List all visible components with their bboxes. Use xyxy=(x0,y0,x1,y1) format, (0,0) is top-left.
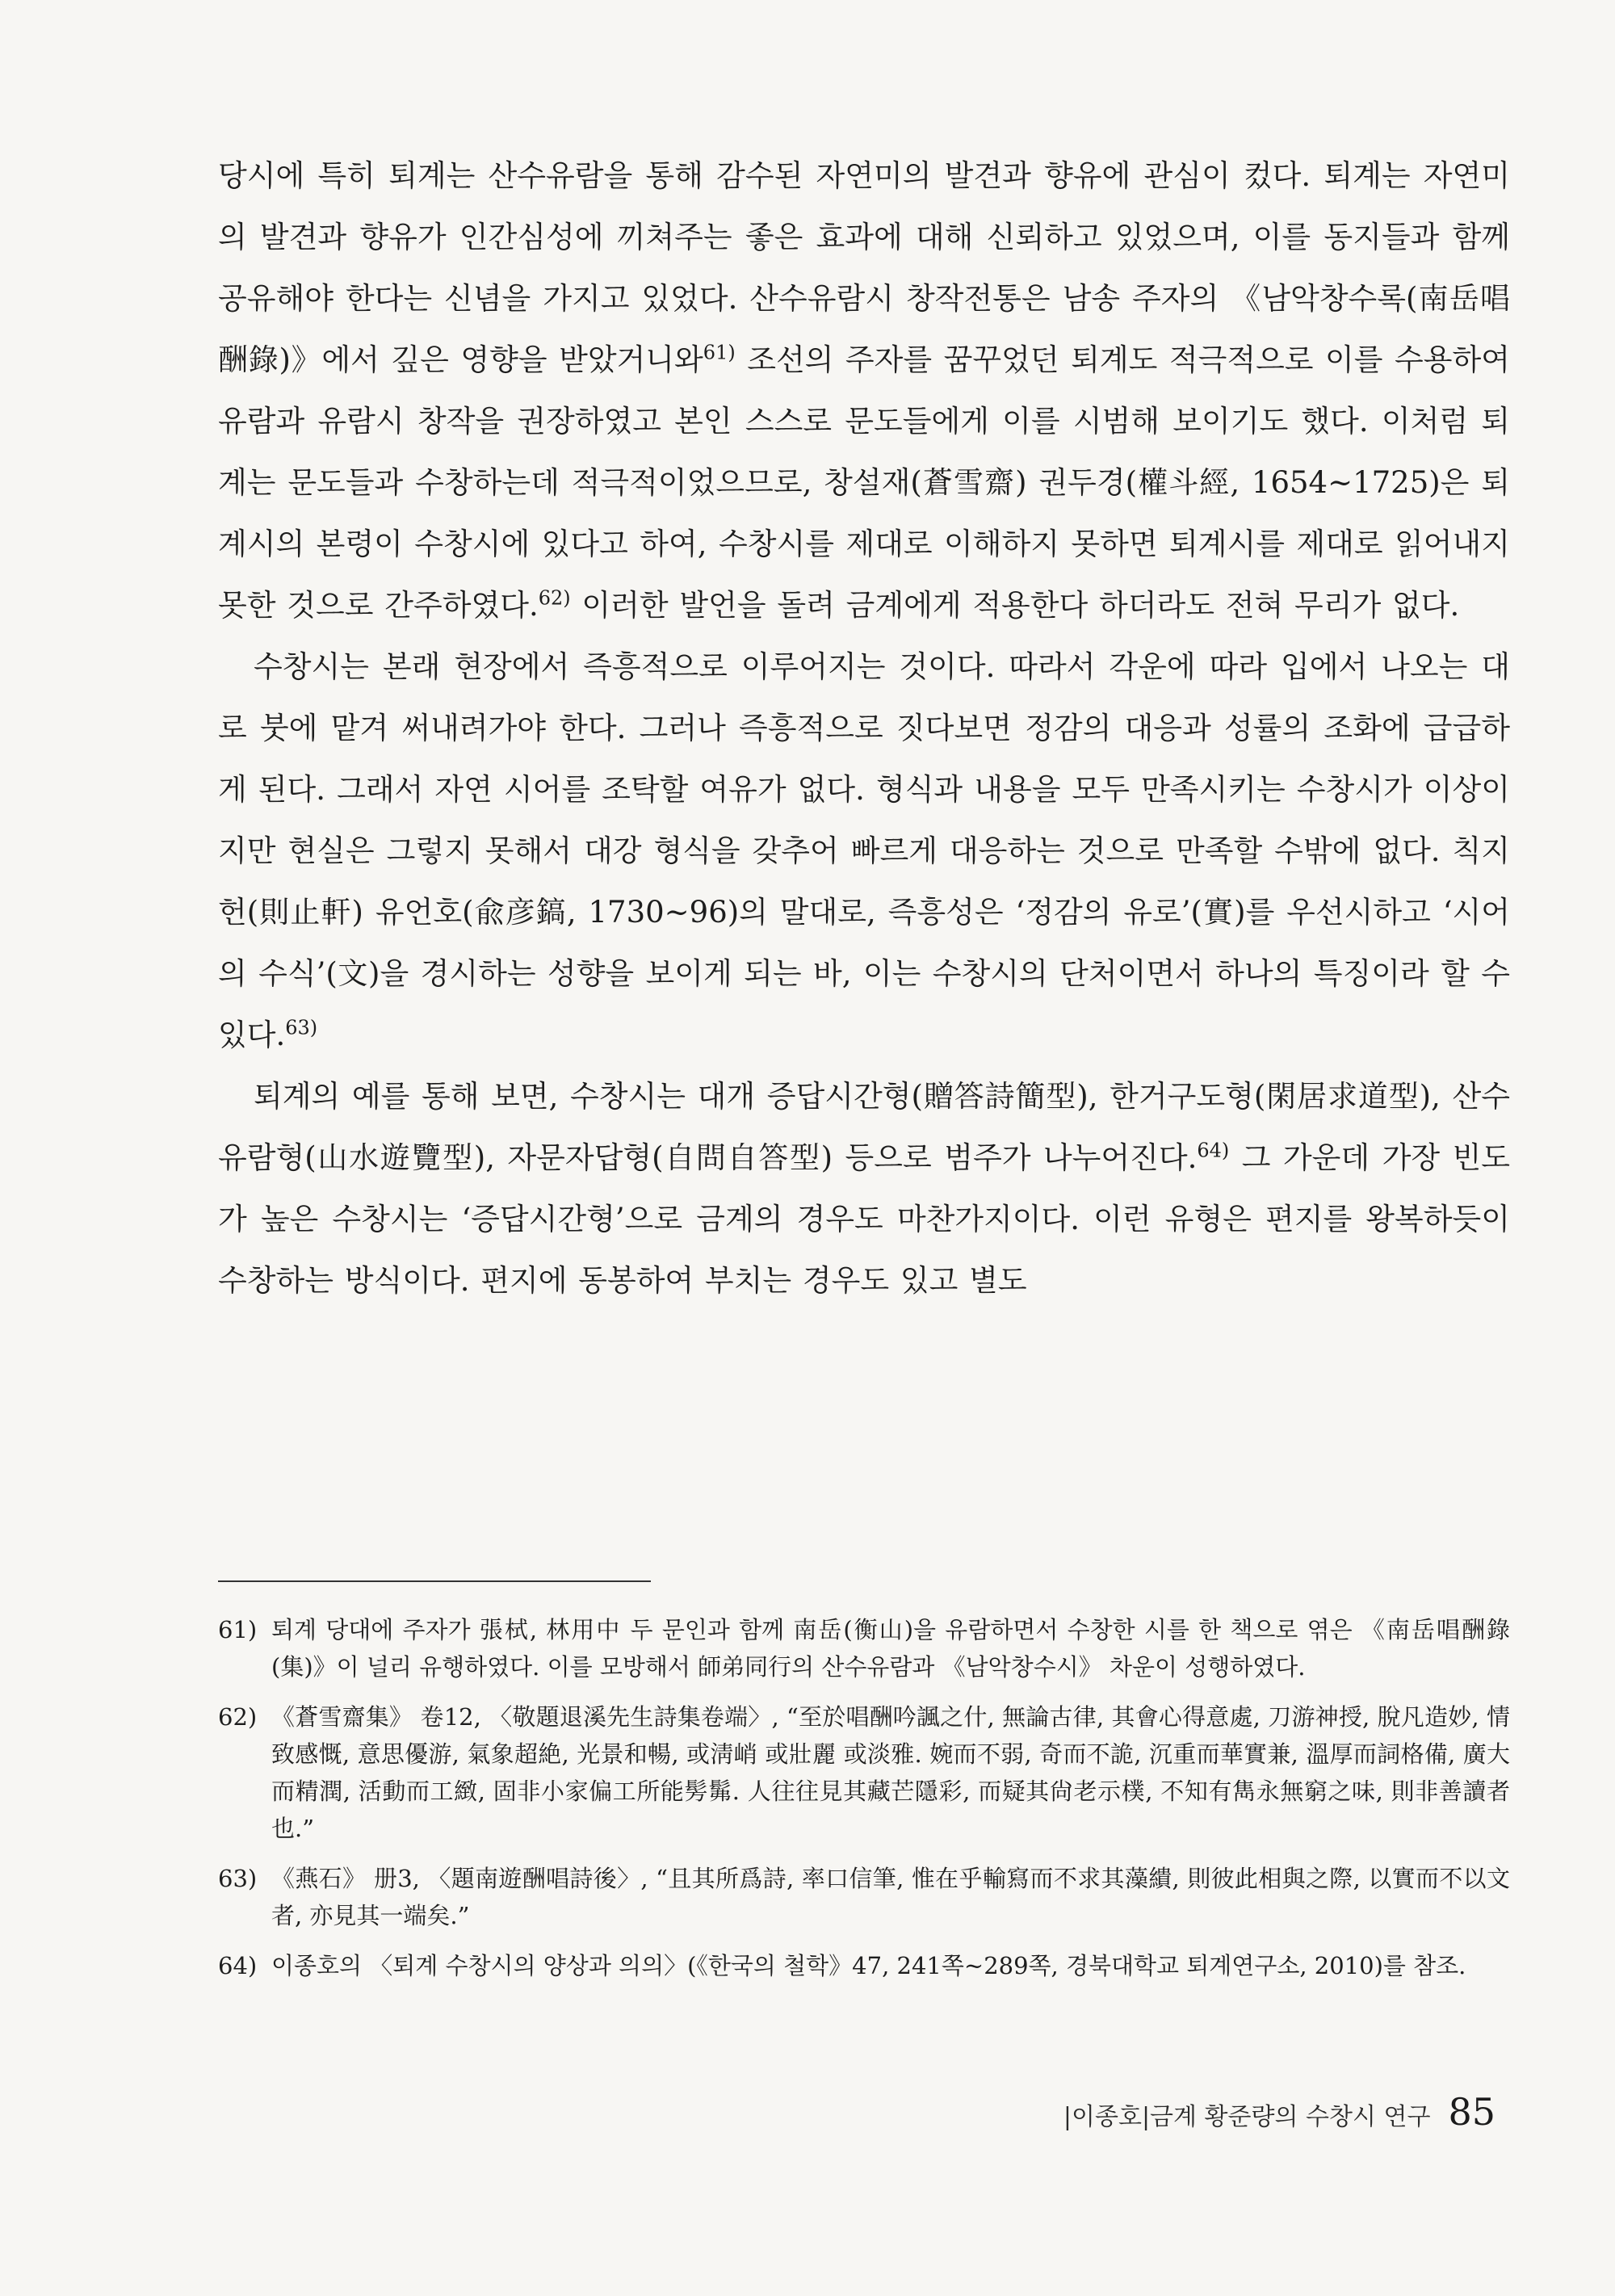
footnote-ref-62: 62) xyxy=(538,586,571,610)
footnote-divider xyxy=(218,1580,651,1582)
paragraph-text: 수창시는 본래 현장에서 즉흥적으로 이루어지는 것이다. 따라서 각운에 따라 입에서 나오는 대로 붓에 맡겨 써내려가야 한다. 그러나 즉흥적으로 짓다보면 정감의 대응과 성률의 조화에 급급하게 된다. 그래서 자연 시어를 조탁할 여유가 없다. 형식과 내용을 모두 만족시키는 수창시가 이상이지만 현실은 그렇지 못해서 대강 형식을 갖추어 빠르게 대응하는 것으로 만족할 수밖에 없다. 칙지헌(則止軒) 유언호(兪彦鎬, 1730~96)의 말대로, 즉흥성은 ‘정감의 유로’(實)를 우선시하고 ‘시어의 수식’(文)을 경시하는 성향을 보이게 되는 바, 이는 수창시의 단처이면서 하나의 특징이라 할 수 있다. xyxy=(218,649,1510,1052)
body-text xyxy=(218,145,1510,1312)
footnote-ref-63: 63) xyxy=(285,1016,318,1039)
footnote-63 xyxy=(218,1860,1510,1934)
running-footer xyxy=(1063,2090,1495,2134)
paragraph-text: 이러한 발언을 돌려 금계에게 적용한다 하더라도 전혀 무리가 없다. xyxy=(570,588,1460,623)
paragraph-3 xyxy=(218,1066,1510,1312)
footnote-64 xyxy=(218,1947,1510,1984)
footnote-text: 《蒼雪齋集》 卷12, 〈敬題退溪先生詩集卷端〉, “至於唱酬吟諷之什, 無論古律, 其會心得意處, 刀游神授, 脫凡造妙, 情致感慨, 意思優游, 氣象超絶, 光景和暢, 或淸峭 或壯麗 或淡雅. 婉而不弱, 奇而不詭, 沉重而華實兼, 溫厚而詞格備, 廣大而精潤, 活動而工緻, 固非小家偏工所能髣髴. 人往往見其藏芒隱彩, 而疑其尙老示樸, 不知有雋永無窮之味, 則非善讀者也.” xyxy=(271,1703,1510,1842)
paragraph-text: 그 가운데 가장 빈도가 높은 수창시는 ‘증답시간형’으로 금계의 경우도 마찬가지이다. 이런 유형은 편지를 왕복하듯이 수창하는 방식이다. 편지에 동봉하여 부치는 경우도 있고 별도 xyxy=(218,1140,1511,1298)
page-number: 85 xyxy=(1448,2090,1495,2134)
paragraph-1 xyxy=(218,145,1510,636)
footnote-number: 62) xyxy=(218,1703,258,1731)
footnote-number: 64) xyxy=(218,1952,258,1979)
footnote-text: 퇴계 당대에 주자가 張栻, 林用中 두 문인과 함께 南岳(衡山)을 유람하면서 수창한 시를 한 책으로 엮은 《南岳唱酬錄(集)》이 널리 유행하였다. 이를 모방해서 師弟同行의 산수유람과 《남악창수시》 차운이 성행하였다. xyxy=(271,1616,1510,1681)
paragraph-text: 퇴계의 예를 통해 보면, 수창시는 대개 증답시간형(贈答詩簡型), 한거구도형(閑居求道型), 산수유람형(山水遊覽型), 자문자답형(自問自答型) 등으로 범주가 나누어진다. xyxy=(218,1079,1510,1175)
footnote-61 xyxy=(218,1611,1510,1685)
footnote-number: 61) xyxy=(218,1616,258,1643)
footnote-ref-64: 64) xyxy=(1197,1139,1230,1162)
footnote-text: 이종호의 〈퇴계 수창시의 양상과 의의〉(《한국의 철학》47, 241쪽~289쪽, 경북대학교 퇴계연구소, 2010)를 참조. xyxy=(271,1952,1466,1979)
footnote-62 xyxy=(218,1698,1510,1847)
footnotes xyxy=(218,1611,1510,1997)
paragraph-text: 조선의 주자를 꿈꾸었던 퇴계도 적극적으로 이를 수용하여 유람과 유람시 창작을 권장하였고 본인 스스로 문도들에게 이를 시범해 보이기도 했다. 이처럼 퇴계는 문도들과 수창하는데 적극적이었으므로, 창설재(蒼雪齋) 권두경(權斗經, 1654~1725)은 퇴계시의 본령이 수창시에 있다고 하여, 수창시를 제대로 이해하지 못하면 퇴계시를 제대로 읽어내지 못한 것으로 간주하였다. xyxy=(218,342,1511,623)
paragraph-2 xyxy=(218,636,1510,1066)
running-footer-label: |이종호|금계 황준량의 수창시 연구 xyxy=(1063,2103,1431,2131)
paragraph-text: 당시에 특히 퇴계는 산수유람을 통해 감수된 자연미의 발견과 향유에 관심이 컸다. 퇴계는 자연미의 발견과 향유가 인간심성에 끼쳐주는 좋은 효과에 대해 신뢰하고 있었으며, 이를 동지들과 함께 공유해야 한다는 신념을 가지고 있었다. 산수유람시 창작전통은 남송 주자의 《남악창수록(南岳唱酬錄)》에서 깊은 영향을 받았거니와 xyxy=(218,158,1510,377)
footnote-ref-61: 61) xyxy=(703,341,736,364)
footnote-number: 63) xyxy=(218,1865,258,1892)
footnote-text: 《燕石》 册3, 〈題南遊酬唱詩後〉, “且其所爲詩, 率口信筆, 惟在乎輸寫而不求其藻繢, 則彼此相與之際, 以實而不以文者, 亦見其一端矣.” xyxy=(271,1865,1510,1929)
